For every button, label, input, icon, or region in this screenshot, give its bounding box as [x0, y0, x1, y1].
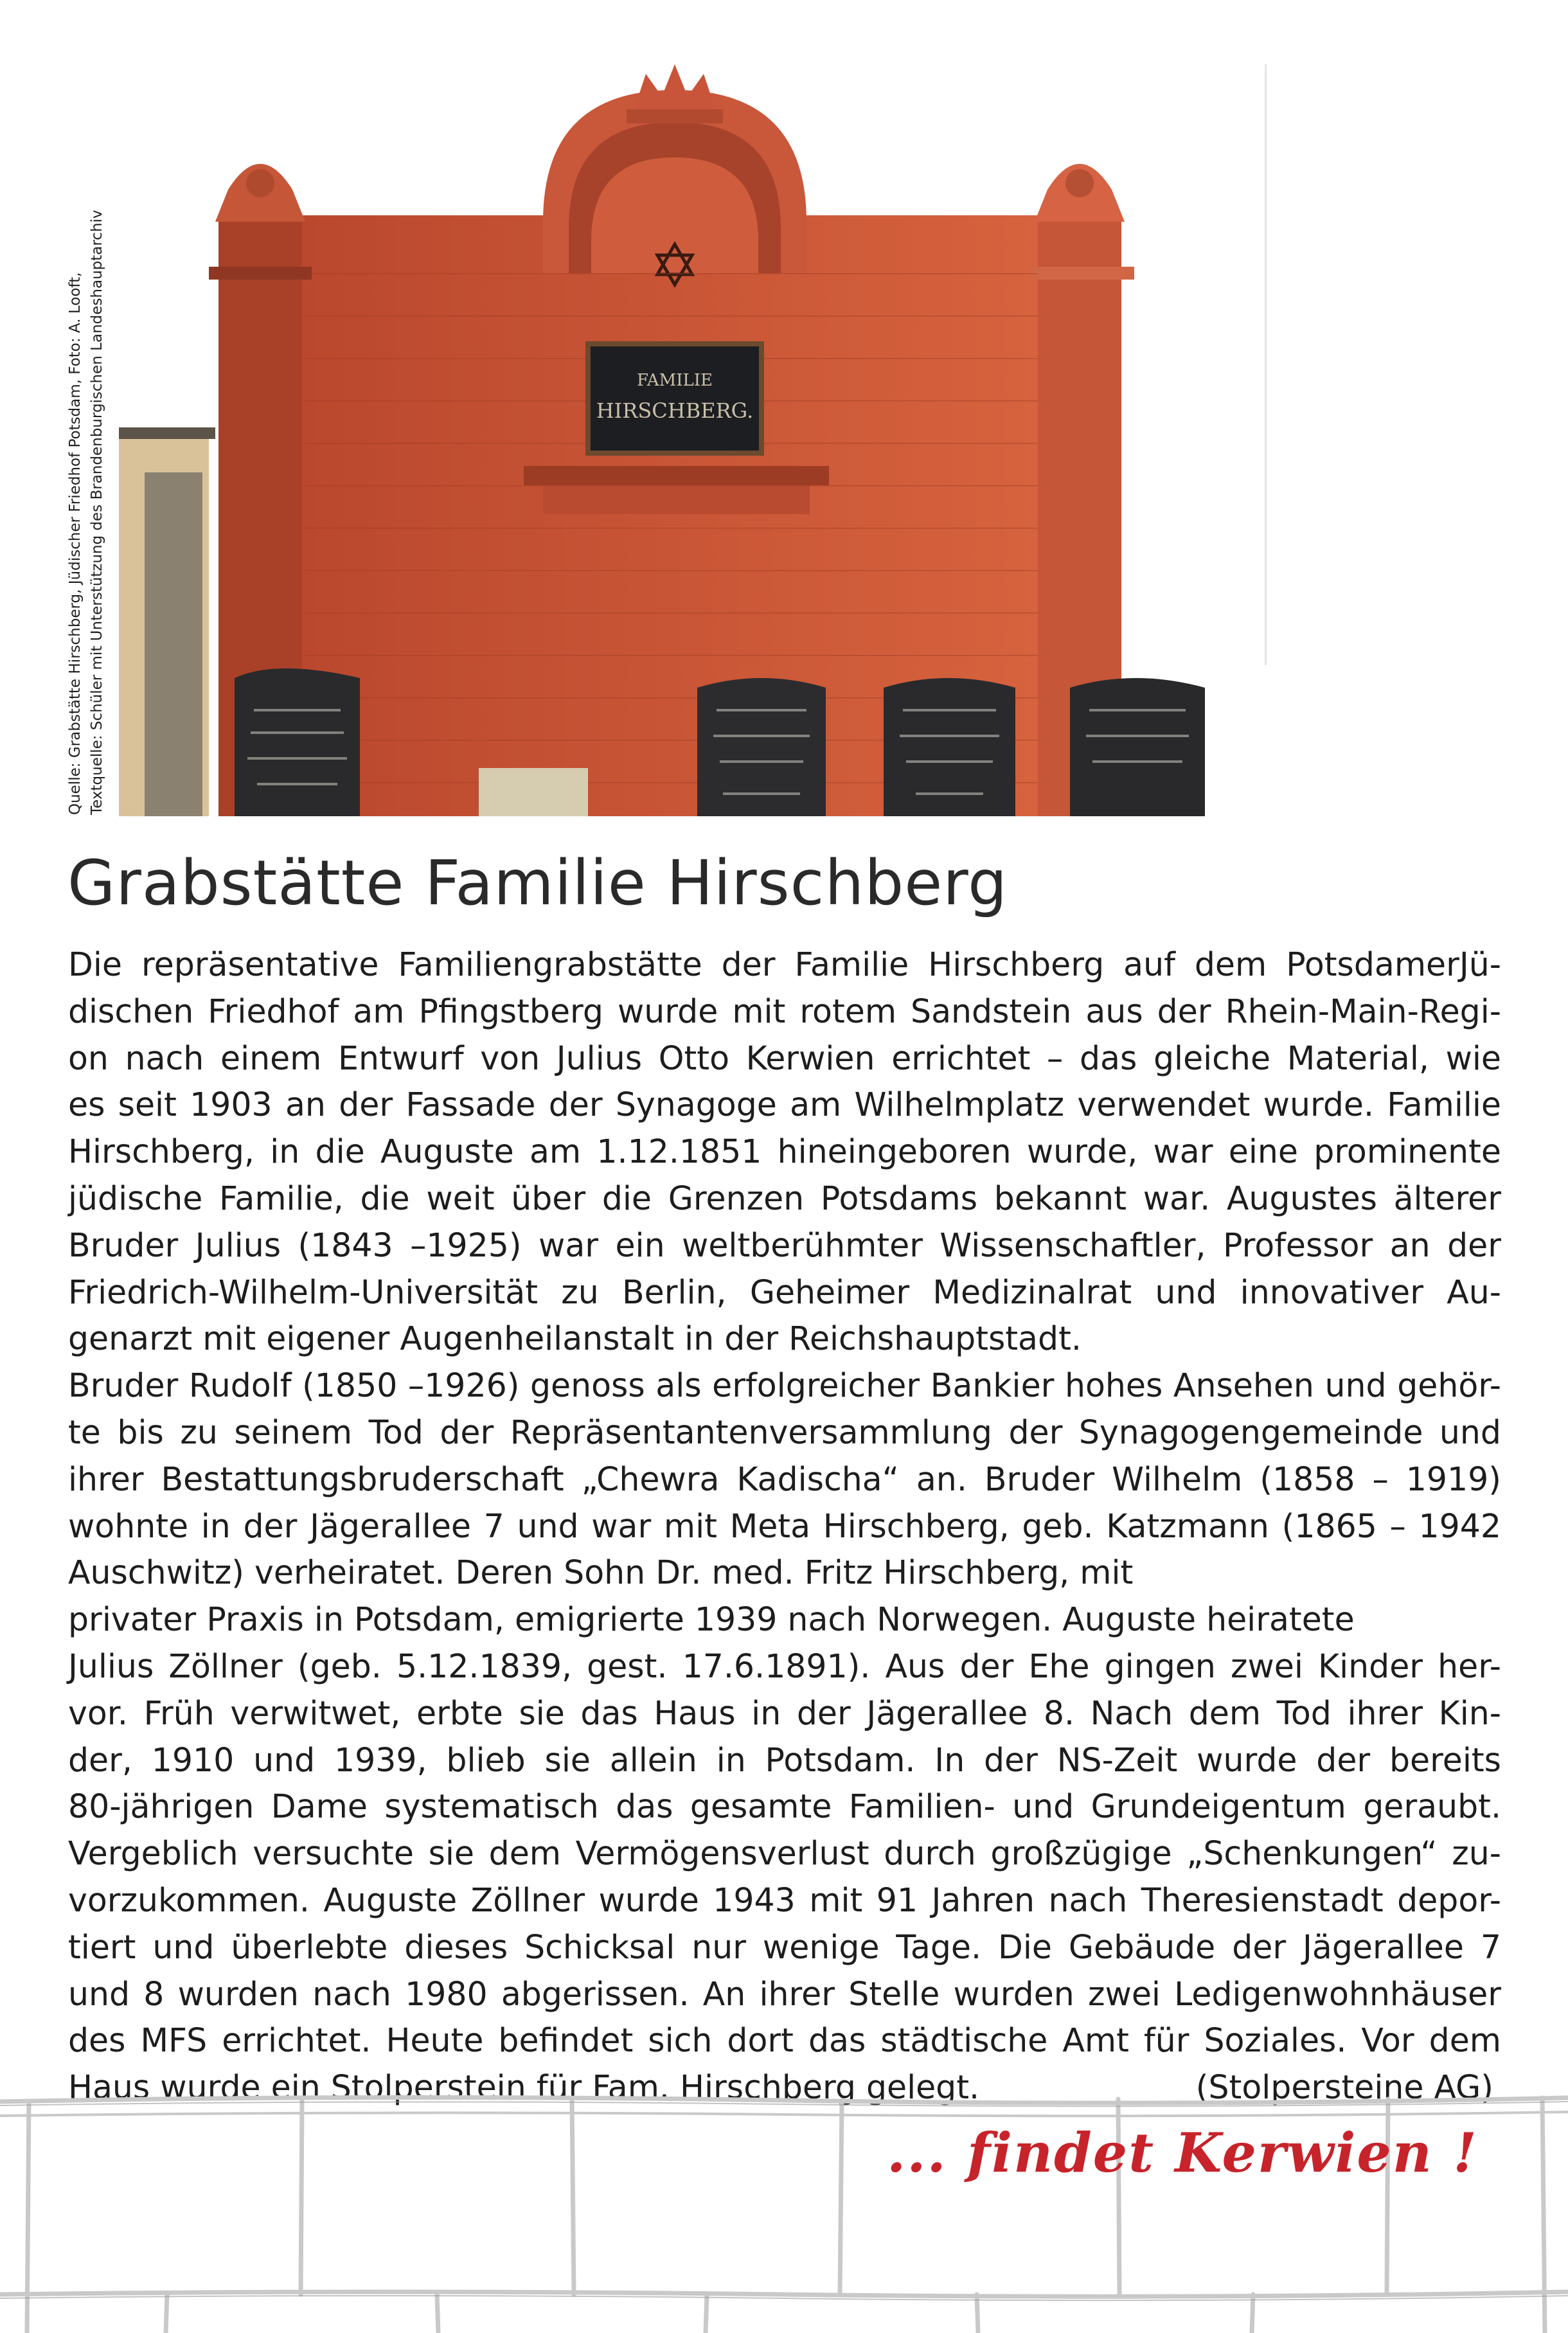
text-line: wohnte in der Jägerallee 7 und war mit Meta Hirschberg, geb. Katzmann (1865 – 1942 [68, 1506, 1501, 1545]
text-line: und 8 wurden nach 1980 abgerissen. An ihrer Stelle wurden zwei Ledigenwohnhäuser [68, 1974, 1501, 2013]
text-line: genarzt mit eigener Augenheilanstalt in der Reichshauptstadt. [68, 1319, 1082, 1358]
text-line: 80-jährigen Dame systematisch das gesamte Familien- und Grundeigentum geraubt. [68, 1787, 1501, 1826]
plaque-text: HIRSCHBERG. [596, 398, 754, 423]
plaque-text: FAMILIE [637, 371, 713, 390]
text-line: Auschwitz) verheiratet. Deren Sohn Dr. med. Fritz Hirschberg, mit [68, 1553, 1134, 1592]
text-line: Hirschberg, in die Auguste am 1.12.1851 hineingeboren wurde, war eine prominente [68, 1132, 1501, 1171]
text-line: Bruder Julius (1843 –1925) war ein weltberühmter Wissenschaftler, Professor an der [68, 1226, 1501, 1264]
text-line: ihrer Bestattungsbruderschaft „Chewra Kadischa“ an. Bruder Wilhelm (1858 – 1919) [68, 1460, 1501, 1498]
divider-line [1265, 64, 1267, 665]
text-line: es seit 1903 an der Fassade der Synagoge am Wilhelmplatz verwendet wurde. Familie [68, 1086, 1501, 1124]
text-line: dischen Friedhof am Pfingstberg wurde mit rotem Sandstein aus der Rhein-Main-Regi- [68, 992, 1501, 1030]
text-line: des MFS errichtet. Heute befindet sich dort das städtische Amt für Soziales. Vor dem [68, 2021, 1501, 2060]
brick-wall-footer [0, 2082, 1568, 2333]
text-line: Die repräsentative Familiengrabstätte der Familie Hirschberg auf dem PotsdamerJü- [68, 945, 1501, 983]
text-line: Bruder Rudolf (1850 –1926) genoss als erfolgreicher Bankier hohes Ansehen und gehör- [68, 1366, 1501, 1405]
photo-credit [64, 57, 108, 815]
body-text [68, 942, 1501, 2111]
text-line: der, 1910 und 1939, blieb sie allein in Potsdam. In der NS-Zeit wurde der bereits [68, 1740, 1501, 1779]
text-line: privater Praxis in Potsdam, emigrierte 1939 nach Norwegen. Auguste heiratete [68, 1600, 1355, 1639]
text-line: Vergeblich versuchte sie dem Vermögensverlust durch großzügige „Schenkungen“ zu- [68, 1834, 1501, 1873]
text-credit-line: Textquelle: Schüler mit Unterstützung des Brandenburgischen Landeshauptarchiv [89, 210, 105, 815]
author-signature: (Stolpersteine AG) [1195, 2068, 1493, 2107]
text-line: tiert und überlebte dieses Schicksal nur wenige Tage. Die Gebäude der Jägerallee 7 [68, 1927, 1501, 1966]
slogan: ... findet Kerwien ! [886, 2121, 1478, 2185]
gravesite-photo [119, 61, 1205, 816]
text-line: Friedrich-Wilhelm-Universität zu Berlin, Geheimer Medizinalrat und innovativer Au- [68, 1273, 1501, 1311]
text-line: on nach einem Entwurf von Julius Otto Kerwien errichtet – das gleiche Material, wie [68, 1039, 1501, 1077]
page-title: Grabstätte Familie Hirschberg [67, 847, 1008, 919]
photo-credit-line: Quelle: Grabstätte Hirschberg, Jüdischer Friedhof Potsdam, Foto: A. Looft, [67, 272, 84, 815]
text-line: te bis zu seinem Tod der Repräsentantenversammlung der Synagogengemeinde und [68, 1413, 1501, 1451]
text-line: jüdische Familie, die weit über die Grenzen Potsdams bekannt war. Augustes älterer [68, 1179, 1501, 1217]
text-line: Julius Zöllner (geb. 5.12.1839, gest. 17.6.1891). Aus der Ehe gingen zwei Kinder her- [68, 1647, 1501, 1685]
last-line-text: Haus wurde ein Stolperstein für Fam. Hirschberg gelegt. [68, 2068, 980, 2107]
text-line: vorzukommen. Auguste Zöllner wurde 1943 mit 91 Jahren nach Theresienstadt depor- [68, 1881, 1501, 1919]
text-line: vor. Früh verwitwet, erbte sie das Haus in der Jägerallee 8. Nach dem Tod ihrer Kin- [68, 1694, 1501, 1732]
